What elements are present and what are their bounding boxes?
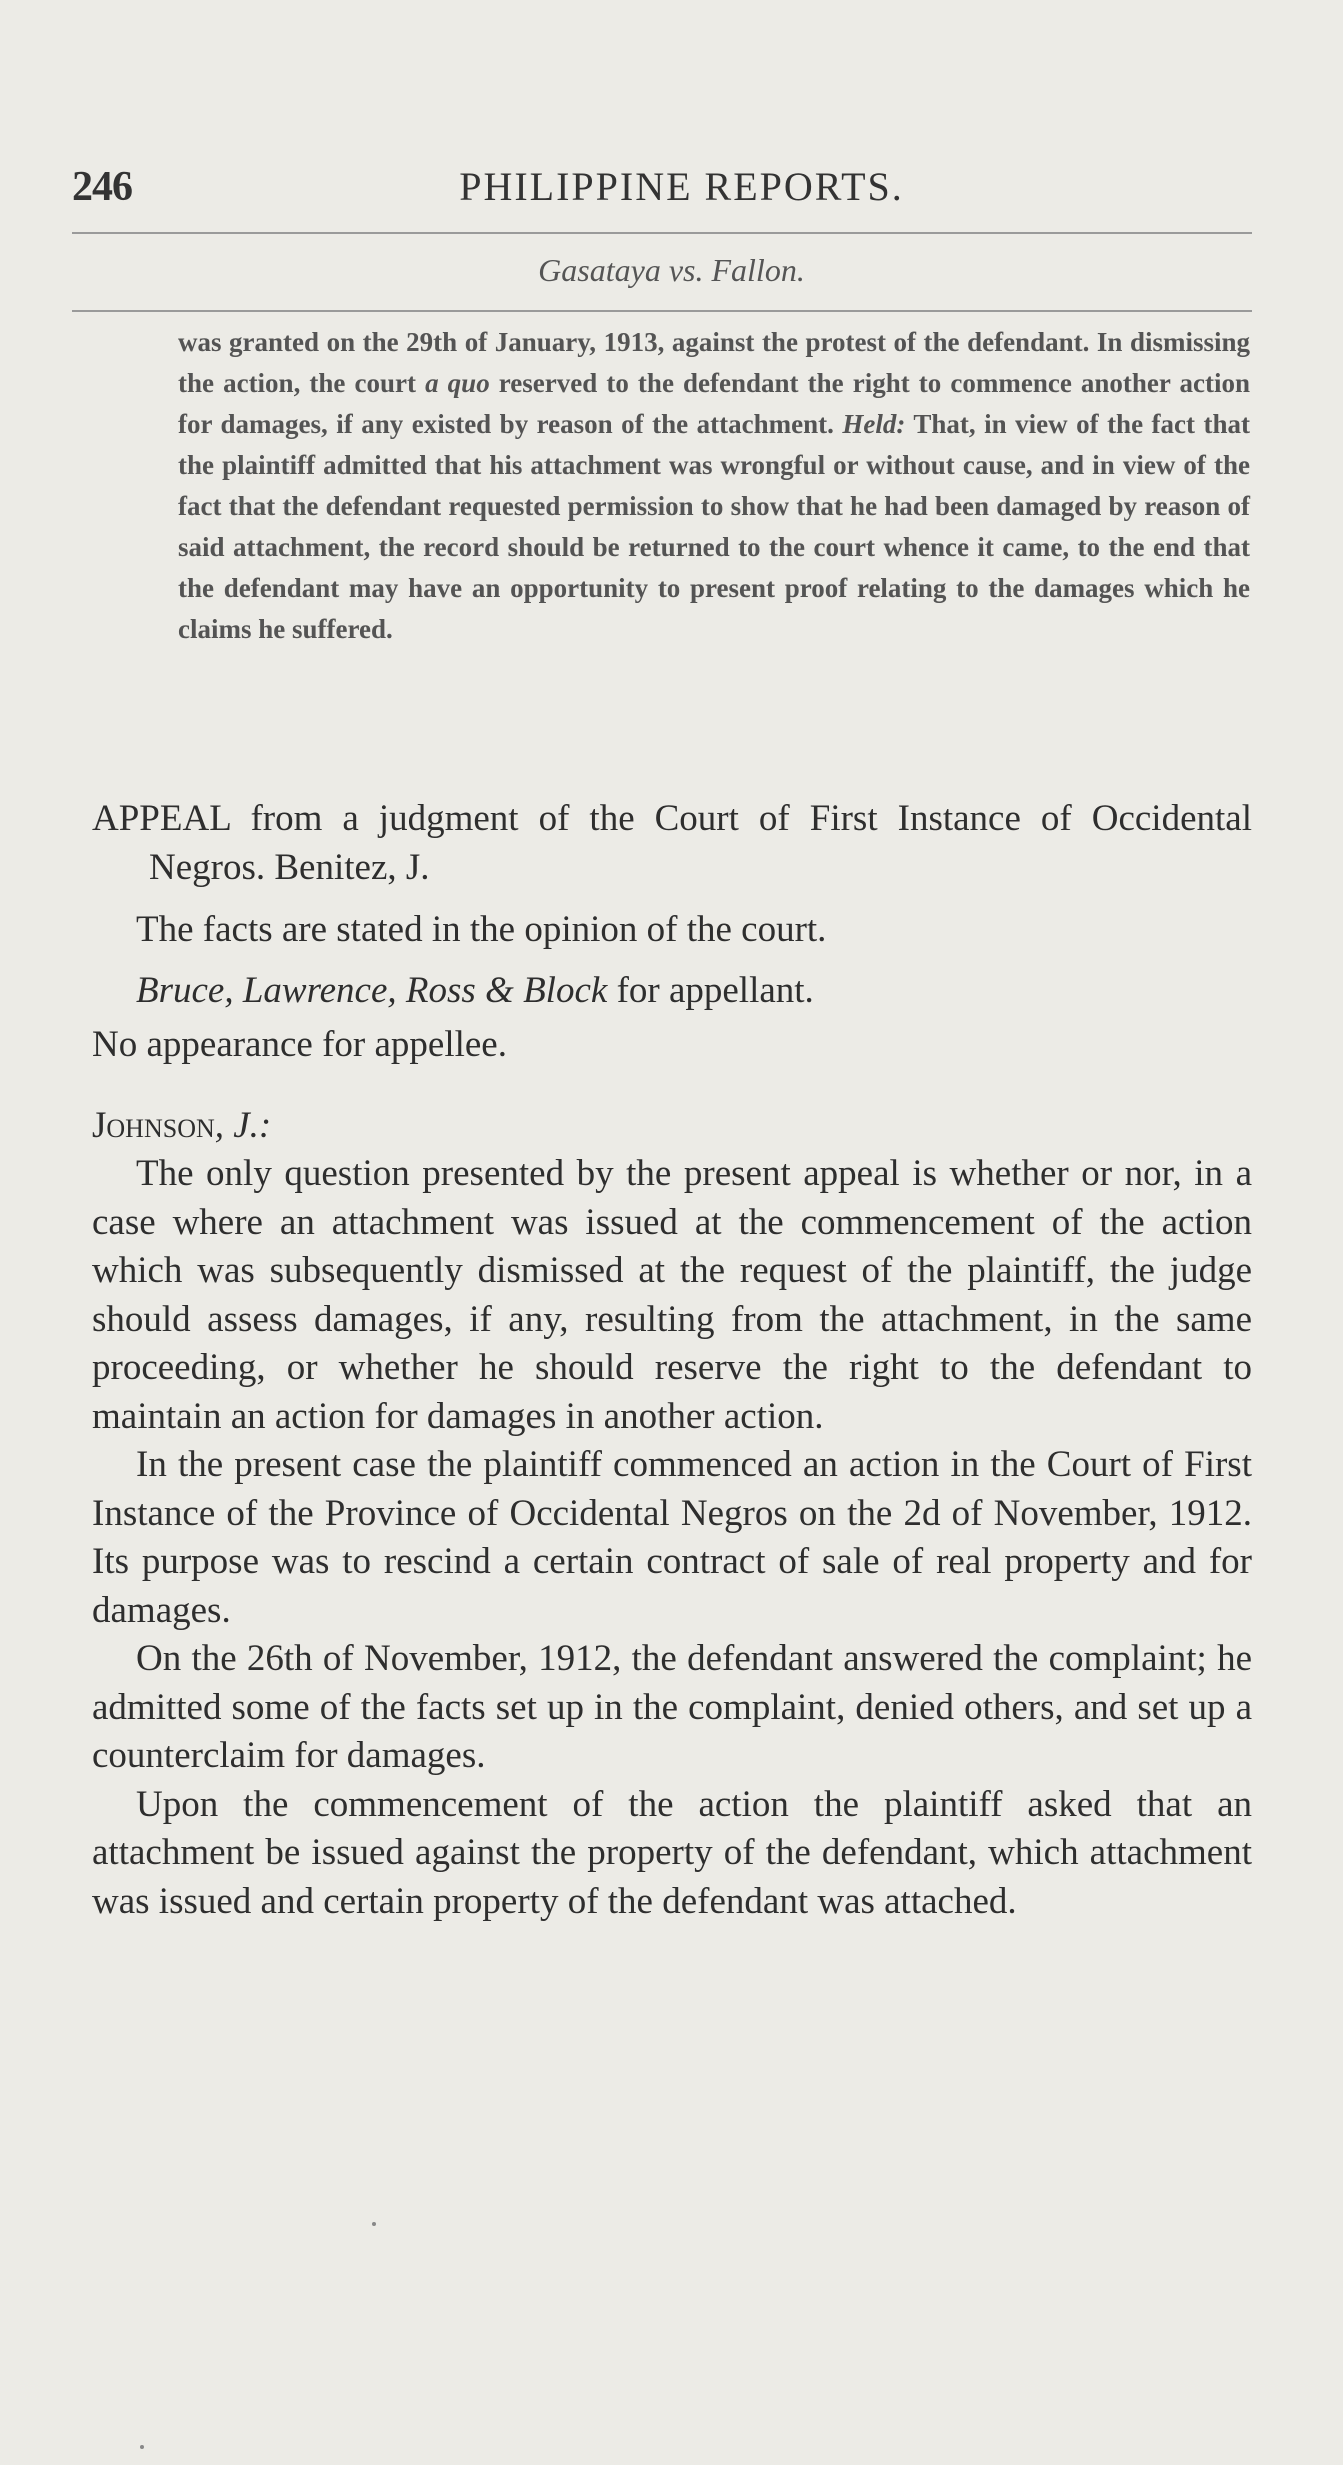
syllabus <box>178 322 1250 650</box>
case-title-rule <box>72 310 1252 312</box>
scan-speck <box>372 2222 376 2226</box>
scan-speck <box>140 2445 144 2449</box>
appeal-line: APPEAL from a judgment of the Court of First Instance of Occidental Negros. Benitez, J. <box>92 798 1252 888</box>
syllabus-paragraph <box>178 322 1250 650</box>
counsel-appellant <box>92 967 1252 1016</box>
header-rule <box>72 232 1252 234</box>
opinion-paragraph-2: In the present case the plaintiff commenced an action in the Court of First Instance of the Province of Occidental Negros on the 2d of November, 1912. Its purpose was to rescind a certain contract of sale of real property and for damages. <box>92 1444 1252 1631</box>
judge-suffix: , J.: <box>214 1104 272 1146</box>
appellant-counsel-names: Bruce, Lawrence, Ross & Block <box>136 969 608 1011</box>
held-label: Held: <box>842 409 906 439</box>
judge-heading <box>92 1102 1252 1151</box>
counsel-appellee: No appearance for appellee. <box>92 1024 507 1065</box>
opinion-paragraph-3: On the 26th of November, 1912, the defendant answered the complaint; he admitted some of the facts set up in the complaint, denied others, and set up a counterclaim for damages. <box>92 1638 1252 1776</box>
opinion-paragraph-4: Upon the commencement of the action the plaintiff asked that an attachment be issued against the property of the defendant, which attachment was issued and certain property of the defendant was attached. <box>92 1783 1252 1922</box>
appellant-suffix: for appellant. <box>607 969 814 1011</box>
syllabus-text-1: was granted on the 29th of January, 1913, against the protest of the defendant. In dismissing the action, the court <box>178 327 1250 398</box>
case-title: Gasataya vs. Fallon. <box>538 252 805 288</box>
running-head: PHILIPPINE REPORTS. <box>459 164 904 209</box>
opinion-paragraph-1: The only question presented by the present appeal is whether or nor, in a case where an attachment was issued at the commencement of the action which was subsequently dismissed at the request of the plaintiff, the judge should assess damages, if any, resulting from the attachment, in the same proceeding, or whether he should reserve the right to the defendant to maintain an action for damages in another action. <box>92 1153 1252 1437</box>
facts-statement: The facts are stated in the opinion of the court. <box>136 909 827 950</box>
a-quo-phrase: a quo <box>425 368 490 398</box>
syllabus-text-3: That, in view of the fact that the plaintiff admitted that his attachment was wrongful or without cause, and in view of the fact that the defendant requested permission to show that he had been damaged by reason of said attachment, the record should be returned to the court whence it came, to the end that the defendant may have an opportunity to present proof relating to the damages which he claims he suffered. <box>178 409 1251 644</box>
judge-name: Johnson <box>92 1104 215 1146</box>
page-number: 246 <box>72 164 132 210</box>
syllabus-text-2: reserved to the defendant the right to commence another action for damages, if any existed by reason of the attachment. <box>178 368 1250 439</box>
opinion-body <box>92 795 1252 1926</box>
